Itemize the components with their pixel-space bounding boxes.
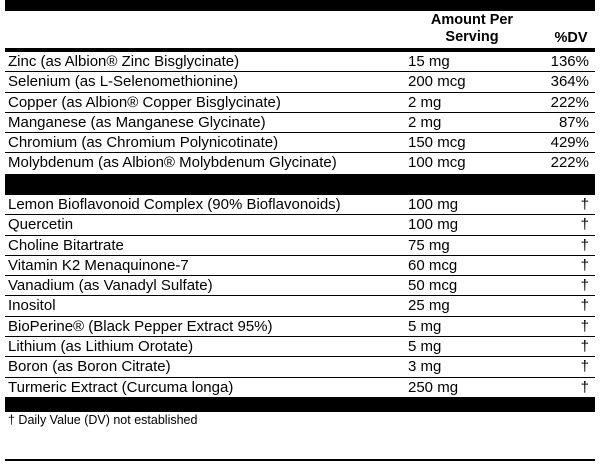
- table-row: [5, 296, 595, 316]
- ingredient-name: Lithium (as Lithium Orotate): [8, 338, 194, 356]
- ingredient-name: Inositol: [8, 297, 56, 315]
- table-row: [5, 72, 595, 92]
- daily-value: †: [580, 236, 589, 254]
- daily-value: †: [580, 277, 589, 295]
- table-row: [5, 256, 595, 276]
- daily-value: †: [580, 256, 589, 274]
- amount-per-serving: 250 mg: [408, 378, 459, 396]
- ingredient-name: BioPerine® (Black Pepper Extract 95%): [8, 317, 273, 335]
- amount-per-serving: 150 mcg: [408, 134, 466, 152]
- daily-value: †: [580, 317, 589, 335]
- ingredient-name: Copper (as Albion® Copper Bisglycinate): [8, 93, 281, 111]
- amount-per-serving: 100 mg: [408, 216, 459, 234]
- ingredient-name: Manganese (as Manganese Glycinate): [8, 113, 266, 131]
- table-row: [5, 317, 595, 337]
- daily-value: †: [580, 378, 589, 396]
- footnote: † Daily Value (DV) not established: [8, 413, 198, 427]
- table-row: [5, 378, 595, 398]
- amount-per-serving: 75 mg: [408, 236, 450, 254]
- ingredient-name: Vitamin K2 Menaquinone-7: [8, 256, 189, 274]
- amount-per-serving: 15 mg: [408, 53, 450, 70]
- section-divider-bar: [5, 174, 595, 195]
- amount-per-serving: 100 mcg: [408, 154, 466, 172]
- daily-value: 87%: [558, 113, 589, 131]
- daily-value: 364%: [550, 73, 589, 91]
- table-row: [5, 215, 595, 235]
- table-row: [5, 93, 595, 113]
- dv-header: %DV: [554, 30, 588, 46]
- ingredient-rows: [5, 195, 595, 398]
- amount-per-serving: 50 mcg: [408, 277, 458, 295]
- amount-per-serving: 2 mg: [408, 93, 442, 111]
- daily-value: 429%: [550, 134, 589, 152]
- amount-per-serving: 60 mcg: [408, 256, 458, 274]
- top-black-bar: [5, 0, 595, 11]
- table-row: [5, 276, 595, 296]
- amount-per-serving: 200 mcg: [408, 73, 466, 91]
- daily-value: †: [580, 358, 589, 376]
- daily-value: 222%: [550, 93, 589, 111]
- ingredient-name: Boron (as Boron Citrate): [8, 358, 171, 376]
- ingredient-name: Molybdenum (as Albion® Molybdenum Glycinate): [8, 154, 337, 172]
- ingredient-name: Zinc (as Albion® Zinc Bisglycinate): [8, 53, 240, 70]
- daily-value: †: [580, 338, 589, 356]
- amount-per-serving: 5 mg: [408, 338, 442, 356]
- ingredient-name: Choline Bitartrate: [8, 236, 124, 254]
- table-row: [5, 153, 595, 173]
- table-row: [5, 337, 595, 357]
- amount-per-serving-header: Amount Per Serving: [430, 12, 514, 45]
- table-row: [5, 195, 595, 215]
- mineral-rows: [5, 52, 595, 174]
- bottom-black-bar: [5, 397, 595, 412]
- amount-per-serving: 2 mg: [408, 113, 442, 131]
- ingredient-name: Selenium (as L-Selenomethionine): [8, 73, 239, 91]
- amount-per-serving: 5 mg: [408, 317, 442, 335]
- daily-value: †: [580, 196, 589, 213]
- table-row: [5, 236, 595, 256]
- daily-value: †: [580, 297, 589, 315]
- ingredient-name: Lemon Bioflavonoid Complex (90% Bioflavonoids): [8, 196, 341, 213]
- table-row: [5, 133, 595, 153]
- ingredient-name: Chromium (as Chromium Polynicotinate): [8, 134, 279, 152]
- ingredient-name: Quercetin: [8, 216, 74, 234]
- daily-value: †: [580, 216, 589, 234]
- table-row: [5, 357, 595, 377]
- supplement-facts-panel: [5, 0, 595, 466]
- table-row: [5, 113, 595, 133]
- bottom-rule: [5, 459, 595, 461]
- daily-value: 222%: [550, 154, 589, 172]
- amount-per-serving: 25 mg: [408, 297, 450, 315]
- ingredient-name: Vanadium (as Vanadyl Sulfate): [8, 277, 213, 295]
- amount-per-serving: 100 mg: [408, 196, 459, 213]
- ingredient-name: Turmeric Extract (Curcuma longa): [8, 378, 234, 396]
- amount-per-serving: 3 mg: [408, 358, 442, 376]
- daily-value: 136%: [550, 53, 589, 70]
- table-row: [5, 52, 595, 72]
